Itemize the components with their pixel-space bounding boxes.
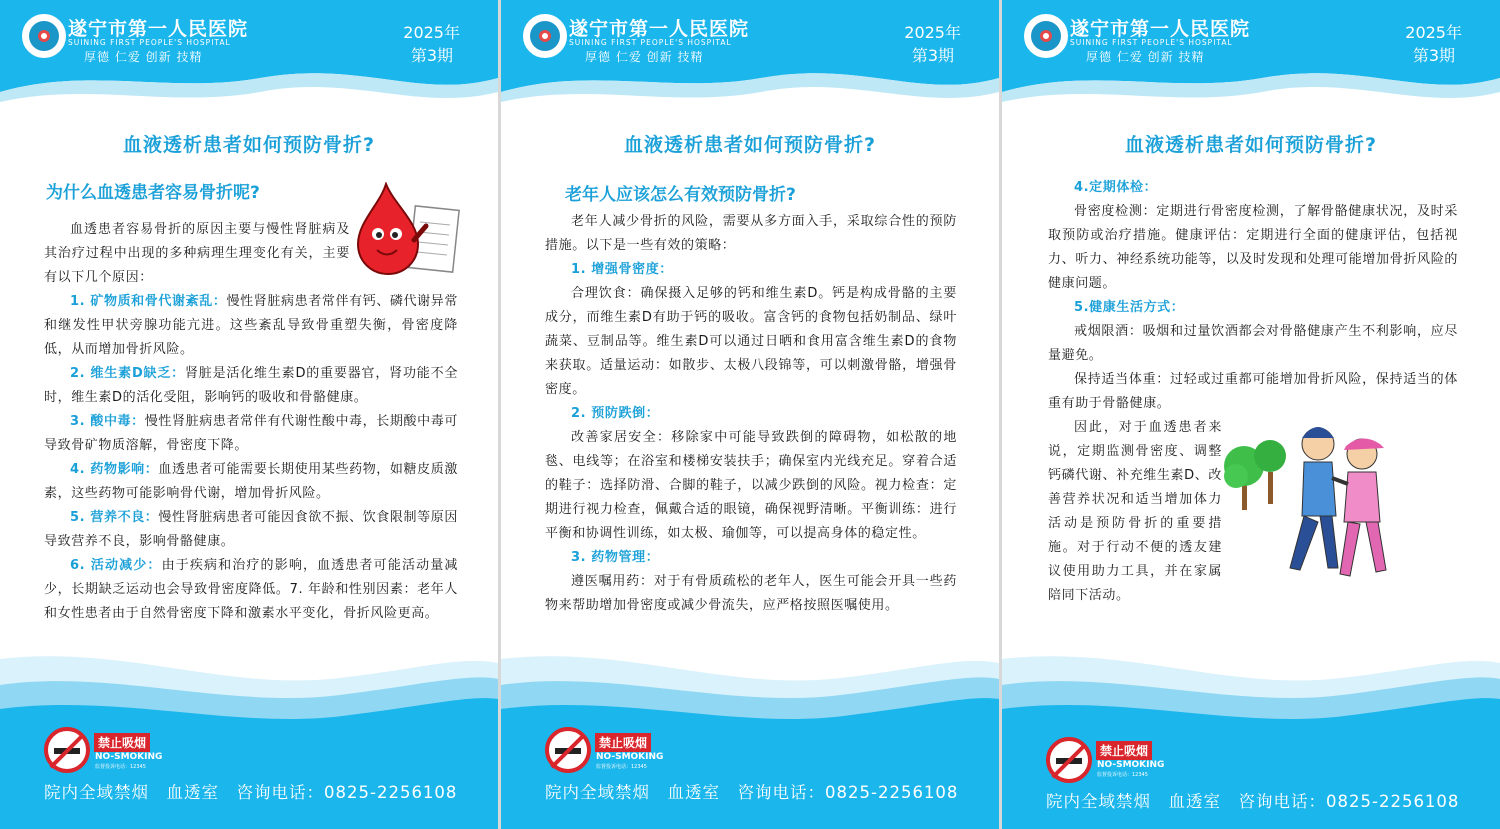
hospital-name: 遂宁市第一人民医院: [569, 18, 750, 40]
no-smoking-icon: [545, 727, 591, 773]
section-heading: 3. 药物管理：: [571, 550, 660, 565]
footer-contact: 院内全域禁烟 血透室 咨询电话：0825-2256108: [1046, 792, 1460, 811]
issue-year: 2025年: [904, 23, 961, 42]
checkup-text: [1048, 176, 1458, 416]
issue-year: 2025年: [1405, 23, 1462, 42]
cause-list: [44, 290, 458, 626]
hospital-logo-icon: [1024, 14, 1068, 58]
section-heading: 2. 预防跌倒：: [571, 406, 660, 421]
no-smoking-label: 禁止吸烟: [1096, 741, 1152, 760]
section-paragraph: 保持适当体重：过轻或过重都可能增加骨折风险，保持适当的体重有助于骨骼健康。: [1048, 372, 1458, 411]
hospital-logo-icon: [22, 14, 66, 58]
section-subtitle: 老年人应该怎么有效预防骨折?: [565, 185, 796, 205]
footer-contact: 院内全域禁烟 血透室 咨询电话：0825-2256108: [545, 783, 959, 802]
no-smoking-icon: [1046, 737, 1092, 783]
no-smoking-icon: [44, 727, 90, 773]
complaint-phone: 监督投诉电话：12345: [95, 764, 146, 770]
issue-number: 第3期: [1412, 46, 1455, 65]
panel-checkup-lifestyle: [1002, 0, 1500, 829]
issue-number: 第3期: [410, 46, 453, 65]
list-item: 4. 药物影响：血透患者可能需要长期使用某些药物，如糖皮质激素，这些药物可能影响骨代谢，增加骨折风险。: [44, 462, 458, 501]
hospital-motto: 厚德 仁爱 创新 技精: [84, 50, 203, 64]
no-smoking-label-en: NO-SMOKING: [95, 752, 163, 762]
panel-why-fracture: [0, 0, 498, 829]
no-smoking-label-en: NO-SMOKING: [1097, 760, 1165, 770]
list-item: 3. 酸中毒：慢性肾脏病患者常伴有代谢性酸中毒，长期酸中毒可导致骨矿物质溶解，骨密度下降。: [44, 414, 458, 453]
list-item: 6. 活动减少：由于疾病和治疗的影响，血透患者可能活动量减少，长期缺乏运动也会导致骨密度降低。7. 年龄和性别因素：老年人和女性患者由于自然骨密度下降和激素水平变化，骨折风险更高。: [44, 558, 458, 621]
hospital-name-en: SUINING FIRST PEOPLE'S HOSPITAL: [1070, 38, 1233, 47]
no-smoking-label-en: NO-SMOKING: [596, 752, 664, 762]
section-heading: 5.健康生活方式：: [1074, 300, 1185, 315]
conclusion-paragraph: 因此，对于血透患者来说，定期监测骨密度、调整钙磷代谢、补充维生素D、改善营养状况和适当增加体力活动是预防骨折的重要措施。对于行动不便的透友建议使用助力工具，并在家属陪同下活动。: [1048, 420, 1222, 603]
page-title: 血液透析患者如何预防骨折?: [623, 134, 877, 156]
page-title: 血液透析患者如何预防骨折?: [1124, 134, 1378, 156]
section-paragraph: 改善家居安全：移除家中可能导致跌倒的障碍物，如松散的地毯、电线等；在浴室和楼梯安装扶手；确保室内光线充足。穿着合适的鞋子：选择防滑、合脚的鞋子，以减少跌倒的风险。视力检查：定期进行视力检查，佩戴合适的眼镜，确保视野清晰。平衡训练：进行平衡和协调性训练，如太极、瑜伽等，可以提高身体的稳定性。: [545, 430, 957, 541]
no-smoking-label: 禁止吸烟: [595, 733, 651, 752]
page-title: 血液透析患者如何预防骨折?: [122, 134, 376, 156]
section-paragraph: 骨密度检测：定期进行骨密度检测，了解骨骼健康状况，及时采取预防或治疗措施。健康评估：定期进行全面的健康评估，包括视力、听力、神经系统功能等，以及时发现和处理可能增加骨折风险的健康问题。: [1048, 204, 1458, 291]
section-paragraph: 遵医嘱用药：对于有骨质疏松的老年人，医生可能会开具一些药物来帮助增加骨密度或减少骨流失，应严格按照医嘱使用。: [545, 574, 957, 613]
list-item: 5. 营养不良：慢性肾脏病患者可能因食欲不振、饮食限制等原因导致营养不良，影响骨骼健康。: [44, 510, 458, 549]
intro-paragraph: 血透患者容易骨折的原因主要与慢性肾脏病及其治疗过程中出现的多种病理生理变化有关，主要有以下几个原因：: [44, 222, 350, 285]
hospital-motto: 厚德 仁爱 创新 技精: [585, 50, 704, 64]
hospital-name-en: SUINING FIRST PEOPLE'S HOSPITAL: [68, 38, 231, 47]
section-paragraph: 合理饮食：确保摄入足够的钙和维生素D。钙是构成骨骼的主要成分，而维生素D有助于钙的吸收。富含钙的食物包括奶制品、绿叶蔬菜、豆制品等。维生素D可以通过日晒和食用富含维生素D的食物来获取。适量运动：如散步、太极八段锦等，可以刺激骨骼，增强骨密度。: [545, 286, 957, 397]
list-item: 2. 维生素D缺乏：肾脏是活化维生素D的重要器官，肾功能不全时，维生素D的活化受阻，影响钙的吸收和骨骼健康。: [44, 366, 458, 405]
intro-text: [44, 218, 350, 290]
hospital-logo-icon: [523, 14, 567, 58]
section-heading: 1. 增强骨密度：: [571, 262, 673, 277]
prevention-text: [545, 210, 957, 618]
issue-year: 2025年: [403, 23, 460, 42]
footer-contact: 院内全域禁烟 血透室 咨询电话：0825-2256108: [44, 783, 458, 802]
no-smoking-label: 禁止吸烟: [94, 733, 150, 752]
hospital-name-en: SUINING FIRST PEOPLE'S HOSPITAL: [569, 38, 732, 47]
section-subtitle: 为什么血透患者容易骨折呢?: [46, 183, 260, 203]
section-paragraph: 戒烟限酒：吸烟和过量饮酒都会对骨骼健康产生不利影响，应尽量避免。: [1048, 324, 1458, 363]
complaint-phone: 监督投诉电话：12345: [596, 764, 647, 770]
tree-icon: [1224, 440, 1286, 510]
complaint-phone: 监督投诉电话：12345: [1097, 772, 1148, 778]
hospital-motto: 厚德 仁爱 创新 技精: [1086, 50, 1205, 64]
hospital-name: 遂宁市第一人民医院: [1070, 18, 1251, 40]
intro-paragraph: 老年人减少骨折的风险，需要从多方面入手，采取综合性的预防措施。以下是一些有效的策略：: [545, 214, 957, 253]
hospital-name: 遂宁市第一人民医院: [68, 18, 249, 40]
panel-prevention-elderly: [501, 0, 999, 829]
conclusion-text: [1048, 416, 1222, 608]
section-heading: 4.定期体检：: [1074, 180, 1158, 195]
blood-drop-mascot: [350, 182, 470, 282]
elderly-couple-walking: [1224, 418, 1420, 584]
issue-number: 第3期: [911, 46, 954, 65]
list-item: 1. 矿物质和骨代谢紊乱：慢性肾脏病患者常伴有钙、磷代谢异常和继发性甲状旁腺功能亢进。这些紊乱导致骨重塑失衡，骨密度降低，从而增加骨折风险。: [44, 294, 459, 357]
